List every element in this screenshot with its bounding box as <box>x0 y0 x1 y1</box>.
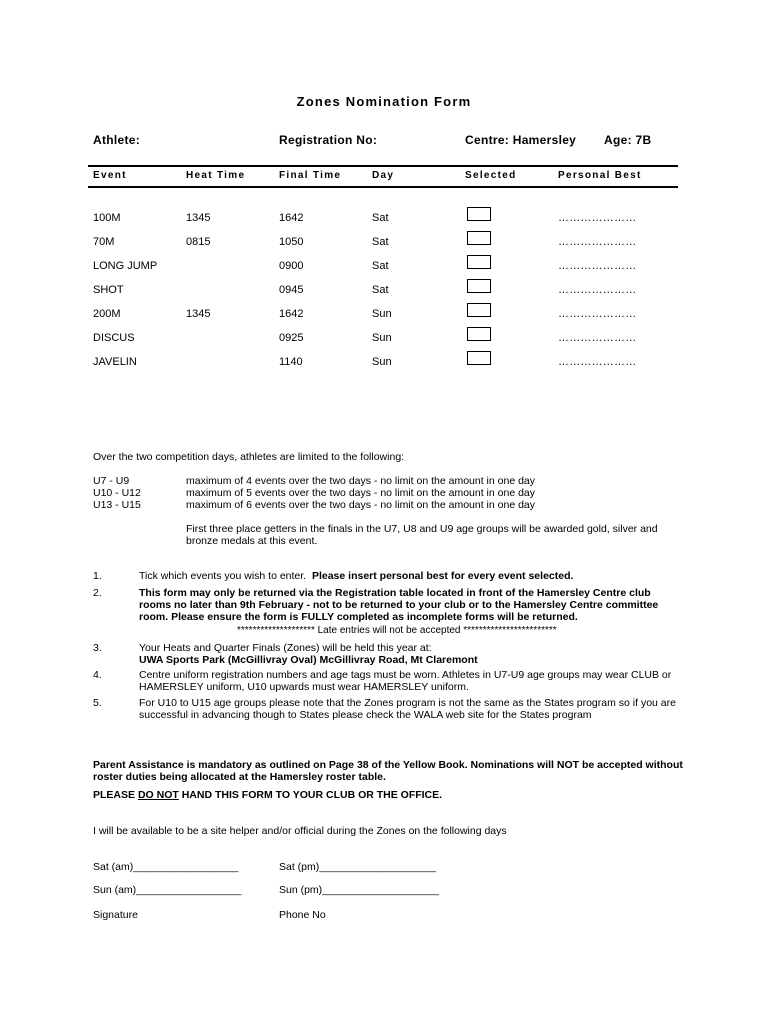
registration-label: Registration No: <box>279 133 378 147</box>
col-heat-time: Heat Time <box>186 170 246 181</box>
note-1-text: Tick which events you wish to enter. <box>139 570 307 582</box>
note-2-line1: This form may only be returned via the Registration table located in front of the Hamersley Centre club <box>139 587 651 599</box>
col-final-time: Final Time <box>279 170 342 181</box>
late-entries-note: ******************** Late entries will not be accepted ************************ <box>237 625 557 636</box>
medals-note-line1: First three place getters in the finals in the U7, U8 and U9 age groups will be awarded gold, silver and <box>186 523 658 535</box>
sun-pm-field[interactable]: Sun (pm)____________________ <box>279 884 439 896</box>
personal-best-field[interactable]: ………………… <box>558 332 637 344</box>
age-group-limit: maximum of 4 events over the two days - no limit on the amount in one day <box>186 475 536 487</box>
event-day: Sat <box>372 236 389 248</box>
col-selected: Selected <box>465 170 517 181</box>
sat-am-field[interactable]: Sat (am)__________________ <box>93 861 239 873</box>
col-day: Day <box>372 170 395 181</box>
phone-label[interactable]: Phone No <box>279 909 326 921</box>
note-number: 3. <box>93 642 102 654</box>
event-day: Sat <box>372 284 389 296</box>
event-day: Sat <box>372 260 389 272</box>
note-4-line2: HAMERSLEY uniform, U10 upwards must wear HAMERSLEY uniform. <box>139 681 469 693</box>
table-header-rule <box>88 186 678 188</box>
age-group-label: U10 - U12 <box>93 487 141 499</box>
notice-rest: HAND THIS FORM TO YOUR CLUB OR THE OFFICE. <box>181 789 443 801</box>
heat-time: 0815 <box>186 236 211 248</box>
personal-best-field[interactable]: ………………… <box>558 212 637 224</box>
heat-time: 1345 <box>186 308 211 320</box>
centre-label: Centre: Hamersley <box>465 133 577 147</box>
selected-checkbox[interactable] <box>467 231 491 245</box>
note-2-line2: rooms no later than 9th February - not to be returned to your club or to the Hamersley Centre committee <box>139 599 659 611</box>
selected-checkbox[interactable] <box>467 207 491 221</box>
event-name: 70M <box>93 236 115 248</box>
note-2-line3: room. Please ensure the form is FULLY completed as incomplete forms will be returned. <box>139 611 578 623</box>
athlete-label: Athlete: <box>93 133 141 147</box>
final-time: 1140 <box>279 356 303 368</box>
sat-pm-field[interactable]: Sat (pm)____________________ <box>279 861 437 873</box>
selected-checkbox[interactable] <box>467 351 491 365</box>
final-time: 0945 <box>279 284 304 296</box>
event-name: DISCUS <box>93 332 135 344</box>
do-not-hand-notice <box>93 789 442 801</box>
age-label: Age: 7B <box>604 133 652 147</box>
event-name: 100M <box>93 212 121 224</box>
personal-best-field[interactable]: ………………… <box>558 284 637 296</box>
event-day: Sat <box>372 212 389 224</box>
personal-best-field[interactable]: ………………… <box>558 236 637 248</box>
table-row <box>0 332 768 348</box>
note-number: 5. <box>93 697 102 709</box>
selected-checkbox[interactable] <box>467 303 491 317</box>
medals-note-line2: bronze medals at this event. <box>186 535 318 547</box>
age-group-limit: maximum of 6 events over the two days - no limit on the amount in one day <box>186 499 536 511</box>
note-number: 1. <box>93 570 102 582</box>
table-row <box>0 236 768 252</box>
note-5-line1: For U10 to U15 age groups please note that the Zones program is not the same as the States program so if you are <box>139 697 676 709</box>
parent-assistance-line2: roster duties being allocated at the Hamersley roster table. <box>93 771 386 783</box>
table-row <box>0 260 768 276</box>
note-1 <box>139 570 573 582</box>
parent-assistance-line1: Parent Assistance is mandatory as outlined on Page 38 of the Yellow Book. Nominations will NOT be accepted without <box>93 759 683 771</box>
event-name: JAVELIN <box>93 356 137 368</box>
signature-label[interactable]: Signature <box>93 909 138 921</box>
table-row <box>0 356 768 372</box>
form-title: Zones Nomination Form <box>296 94 472 109</box>
heat-time: 1345 <box>186 212 211 224</box>
personal-best-field[interactable]: ………………… <box>558 308 637 320</box>
personal-best-field[interactable]: ………………… <box>558 356 637 368</box>
col-event: Event <box>93 170 127 181</box>
note-3-line1: Your Heats and Quarter Finals (Zones) will be held this year at: <box>139 642 432 654</box>
table-top-rule <box>88 165 678 167</box>
final-time: 0925 <box>279 332 304 344</box>
venue: UWA Sports Park (McGillivray Oval) McGillivray Road, Mt Claremont <box>139 654 478 666</box>
age-group-label: U7 - U9 <box>93 475 130 487</box>
limits-intro: Over the two competition days, athletes are limited to the following: <box>93 451 405 463</box>
age-group-label: U13 - U15 <box>93 499 141 511</box>
event-day: Sun <box>372 356 392 368</box>
age-group-limit: maximum of 5 events over the two days - no limit on the amount in one day <box>186 487 536 499</box>
event-day: Sun <box>372 308 392 320</box>
final-time: 1642 <box>279 308 304 320</box>
note-number: 4. <box>93 669 102 681</box>
selected-checkbox[interactable] <box>467 279 491 293</box>
final-time: 1050 <box>279 236 304 248</box>
sun-am-field[interactable]: Sun (am)__________________ <box>93 884 242 896</box>
note-1-bold: Please insert personal best for every event selected. <box>311 570 574 582</box>
event-name: SHOT <box>93 284 124 296</box>
table-row <box>0 308 768 324</box>
table-row <box>0 212 768 228</box>
col-personal-best: Personal Best <box>558 170 642 181</box>
helper-intro: I will be available to be a site helper and/or official during the Zones on the following days <box>93 825 507 837</box>
event-name: LONG JUMP <box>93 260 158 272</box>
note-4-line1: Centre uniform registration numbers and age tags must be worn. Athletes in U7-U9 age groups may wear CLUB or <box>139 669 672 681</box>
final-time: 0900 <box>279 260 304 272</box>
do-not-word: DO NOT <box>137 789 179 801</box>
event-day: Sun <box>372 332 392 344</box>
please-word: PLEASE <box>93 789 136 801</box>
selected-checkbox[interactable] <box>467 255 491 269</box>
note-5-line2: successful in advancing though to States please check the WALA web site for the States program <box>139 709 592 721</box>
event-name: 200M <box>93 308 121 320</box>
selected-checkbox[interactable] <box>467 327 491 341</box>
note-number: 2. <box>93 587 102 599</box>
final-time: 1642 <box>279 212 304 224</box>
table-row <box>0 284 768 300</box>
personal-best-field[interactable]: ………………… <box>558 260 637 272</box>
